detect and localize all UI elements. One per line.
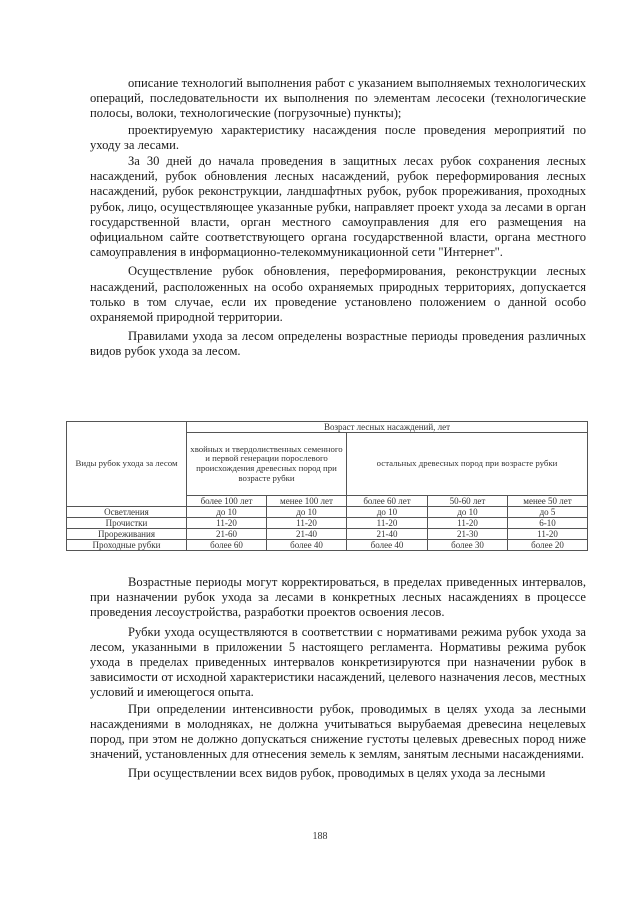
- table-cell: более 60: [187, 540, 267, 551]
- table-cell: до 10: [187, 507, 267, 518]
- table-cell: более 40: [347, 540, 428, 551]
- table-cell: 21-40: [267, 529, 347, 540]
- row-label: Осветления: [67, 507, 187, 518]
- table-cell: более 30: [428, 540, 508, 551]
- row-label: Прореживания: [67, 529, 187, 540]
- table-group-header-other: остальных древесных пород при возрасте рубки: [347, 433, 588, 496]
- paragraph-1: описание технологий выполнения работ с указанием выполняемых технологических операций, последовательности их выполнения по элементам лесосеки (технологические полосы, волоки, технологические (погрузочные) пункты);: [90, 76, 586, 121]
- table-cell: 11-20: [428, 518, 508, 529]
- table-row: [67, 507, 588, 518]
- table-cell: 21-40: [347, 529, 428, 540]
- age-periods-table: [66, 421, 588, 551]
- table-row: [67, 518, 588, 529]
- table-cell: более 40: [267, 540, 347, 551]
- paragraph-7: Рубки ухода осуществляются в соответствии с нормативами режима рубок ухода за лесом, указанными в приложении 5 настоящего регламента. Нормативы режима рубок ухода в пределах приведенных интервалов конкретизируются при назначении рубок в зависимости от исходной характеристики насаждений, целевого назначения лесов, местных условий и имеющегося опыта.: [90, 624, 586, 700]
- table-cell: до 10: [428, 507, 508, 518]
- table-top-header: Возраст лесных насаждений, лет: [187, 422, 588, 433]
- table-cell: 21-60: [187, 529, 267, 540]
- paragraph-8: При определении интенсивности рубок, проводимых в целях ухода за лесными насаждениями в молодняках, не должна учитываться вырубаемая древесина нецелевых пород, при этом не должно допускаться снижение густоты целевых древесных пород ниже значений, установленных для отнесения земель к землям, занятым лесными насаждениями.: [90, 701, 586, 762]
- table-row: [67, 540, 588, 551]
- page-number: 188: [312, 831, 328, 842]
- column-header: менее 100 лет: [267, 496, 347, 507]
- table-cell: 11-20: [347, 518, 428, 529]
- table-cell: до 5: [508, 507, 588, 518]
- table-cell: более 20: [508, 540, 588, 551]
- column-header: 50-60 лет: [428, 496, 508, 507]
- column-header: более 60 лет: [347, 496, 428, 507]
- table-group-header-conifer: хвойных и твердолиственных семенного и первой генерации порослевого происхождения древесных пород при возрасте рубки: [187, 433, 347, 496]
- table-cell: 11-20: [187, 518, 267, 529]
- table-cell: до 10: [267, 507, 347, 518]
- text-block-top: [90, 76, 586, 360]
- text-block-bottom: [90, 575, 586, 782]
- paragraph-9: При осуществлении всех видов рубок, проводимых в целях ухода за лесными: [128, 766, 546, 781]
- paragraph-2: проектируемую характеристику насаждения после проведения мероприятий по уходу за лесами.: [90, 122, 586, 152]
- table-corner-header: Виды рубок ухода за лесом: [67, 422, 187, 507]
- paragraph-5: Правилами ухода за лесом определены возрастные периоды проведения различных видов рубок ухода за лесом.: [90, 329, 586, 359]
- column-header: более 100 лет: [187, 496, 267, 507]
- paragraph-3: За 30 дней до начала проведения в защитных лесах рубок сохранения лесных насаждений, рубок обновления лесных насаждений, рубок переформирования лесных насаждений, рубок реконструкции, ландшафтных рубок, рубок прореживания, проходных рубок, лицо, осуществляющее указанные рубки, направляет проект ухода за лесами в орган государственной власти, орган местного самоуправления для его размещения на официальном сайте соответствующего органа государственной власти, органа местного самоуправления в информационно-телекоммуникационной сети "Интернет".: [90, 154, 586, 260]
- table-cell: 11-20: [267, 518, 347, 529]
- row-label: Прочистки: [67, 518, 187, 529]
- table-cell: 11-20: [508, 529, 588, 540]
- row-label: Проходные рубки: [67, 540, 187, 551]
- table-row: [67, 529, 588, 540]
- table-cell: 6-10: [508, 518, 588, 529]
- paragraph-4: Осуществление рубок обновления, переформирования, реконструкции лесных насаждений, расположенных на особо охраняемых природных территориях, допускается только в том случае, если их проведение установлено положением о данной особо охраняемой природной территории.: [90, 264, 586, 325]
- table-cell: 21-30: [428, 529, 508, 540]
- paragraph-6: Возрастные периоды могут корректироваться, в пределах приведенных интервалов, при назначении рубок ухода за лесами в конкретных лесных насаждениях в процессе проведения лесоустройства, разработки проектов освоения лесов.: [90, 575, 586, 620]
- table-cell: до 10: [347, 507, 428, 518]
- column-header: менее 50 лет: [508, 496, 588, 507]
